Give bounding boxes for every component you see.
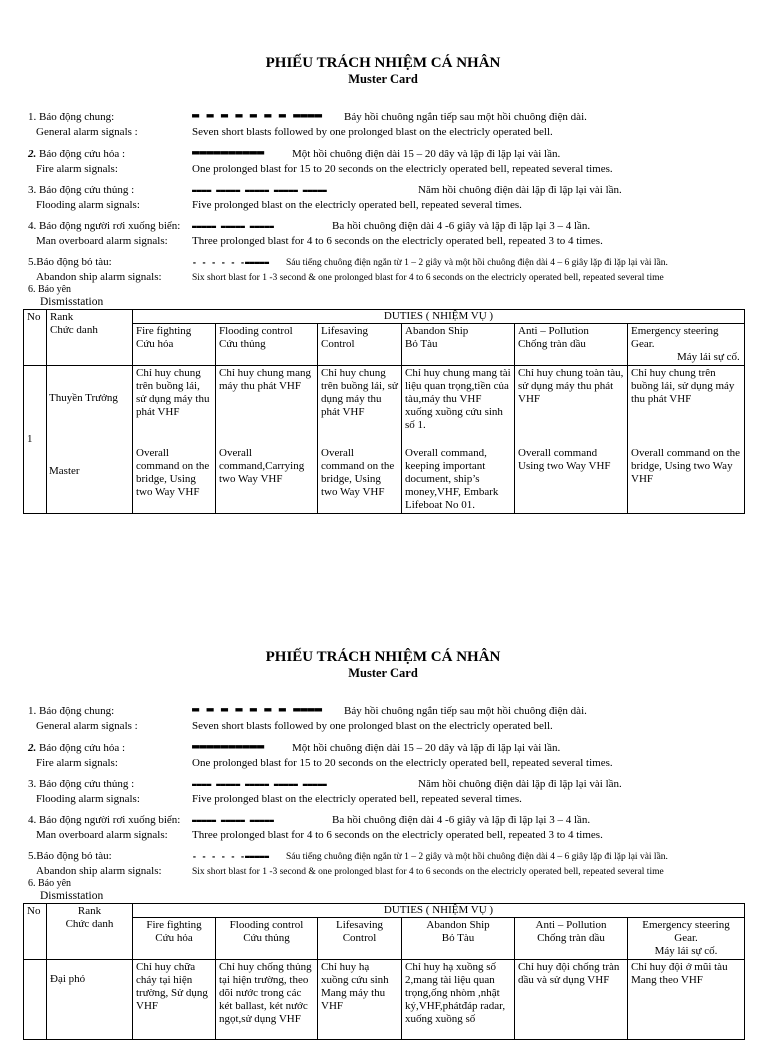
alarm-pattern: ▬▬▬▬▬ ▬▬▬▬▬ ▬▬▬▬▬ — [192, 816, 274, 825]
card-subtitle: Muster Card — [348, 666, 418, 680]
alarm-pattern: ▬▬▬▬▬▬▬▬▬▬ — [192, 739, 265, 753]
duties-table-2: No Rank Chức danh DUTIES ( NHIỆM VỤ ) Fire fighting Cứu hỏa Flooding control Cứu thủng Lifesaving Control Abandon Ship Bỏ Tàu Anti – Pollution Chống tràn dầu Emergency steering Gear. Máy lái sự cố. Đại phó Chỉ huy chữa cháy tại hiện trường, Sử dụng VHF Chỉ huy chống thủng tại hiện trường, theo dõi nước trong các két ballast, két nước ngọt,sử dụng VHF Chỉ huy hạ xuồng cứu sinh Mang máy thu VHF Chỉ huy hạ xuồng số 2,mang tài liệu quan trọng,ống nhòm ,nhật ký,VHF,phátđáp radar, xuống xuồng số Chỉ huy đội chống tràn dầu và sử dụng VHF Chỉ huy đội ở mũi tàu Mang theo VHF — [23, 903, 745, 1040]
table-row: 1 Thuyền Trưởng Master Chỉ huy chung trên buồng lái, sử dụng máy thu phát VHF Overall command on the bridge, Using two Way VHF Chỉ huy chung mang máy thu phát VHF Overall command,Carrying two Way VHF Chỉ huy chung trên buồng lái, sử dụng máy thu phát VHF Overall command on the bridge, Using two Way VHF Chỉ huy chung mang tài liệu quan trọng,tiền của tàu,máy thu VHF xuống xuồng cứu sinh số 1. Overall command, keeping important document, ship’s money,VHF, Embark Lifeboat No 01. Chỉ huy chung toàn tàu, sử dụng máy thu phát VHF Overall command Using two Way VHF Chỉ huy chung trên buồng lái, sử dụng máy thu phát VHF Overall command on the bridge, Using two Way VHF — [24, 366, 745, 514]
duties-table-1: No Rank Chức danh DUTIES ( NHIỆM VỤ ) Fire fighting Cứu hỏa Flooding control Cứu thủng Lifesaving Control Abandon Ship Bỏ Tàu Anti – Pollution Chống tràn dầu Emergency steering Gear. Máy lái sự cố. 1 Thuyền Trưởng Master Chỉ huy chung trên buồng lái, sử dụng máy thu phát VHF Overall command on the bridge, Using two Way VHF Chỉ huy chung mang máy thu phát VHF Overall command,Carrying two Way VHF Chỉ huy chung trên buồng lái, sử dụng máy thu phát VHF Overall command on the bridge, Using two Way VHF Chỉ huy chung mang tài liệu quan trọng,tiền của tàu,máy thu VHF xuống xuồng cứu sinh số 1. Overall command, keeping important document, ship’s money,VHF, Embark Lifeboat No 01. Chỉ huy chung toàn tàu, sử dụng máy thu phát VHF Overall command Using two Way VHF Chỉ huy chung trên buồng lái, sử dụng máy thu phát VHF Overall command on the bridge, Using two Way VHF — [23, 309, 745, 514]
alarm-pattern: ▬▬▬▬▬▬▬▬▬▬ — [192, 145, 265, 159]
alarm-pattern: ▬ ▬ ▬ ▬ ▬ ▬ ▬ ▬▬▬▬ — [192, 702, 323, 716]
muster-card-1 — [22, 54, 744, 87]
duties-header: DUTIES ( NHIỆM VỤ ) — [133, 310, 745, 324]
card-subtitle: Muster Card — [348, 72, 418, 86]
duties-header: DUTIES ( NHIỆM VỤ ) — [133, 904, 745, 918]
alarm-pattern: - - - - - -▬▬▬▬▬ — [192, 852, 270, 861]
dismiss-vi: 6. Báo yên — [28, 878, 72, 889]
muster-card-2 — [22, 648, 744, 681]
alarm-pattern: - - - - - -▬▬▬▬▬ — [192, 258, 270, 267]
table-row: Đại phó Chỉ huy chữa cháy tại hiện trường, Sử dụng VHF Chỉ huy chống thủng tại hiện trường, theo dõi nước trong các két ballast, két nước ngọt,sử dụng VHF Chỉ huy hạ xuồng cứu sinh Mang máy thu VHF Chỉ huy hạ xuồng số 2,mang tài liệu quan trọng,ống nhòm ,nhật ký,VHF,phátđáp radar, xuống xuồng số Chỉ huy đội chống tràn dầu và sử dụng VHF Chỉ huy đội ở mũi tàu Mang theo VHF — [24, 960, 745, 1040]
alarm-pattern: ▬▬▬▬ ▬▬▬▬▬ ▬▬▬▬▬ ▬▬▬▬▬ ▬▬▬▬▬ — [192, 780, 327, 789]
dismiss-en: Dismisstation — [40, 296, 104, 308]
duty-column-headers: Fire fighting Cứu hỏa Flooding control Cứu thủng Lifesaving Control Abandon Ship Bỏ Tàu Anti – Pollution Chống tràn dầu Emergency steering Gear. Máy lái sự cố. — [24, 324, 745, 366]
alarm-pattern: ▬▬▬▬ ▬▬▬▬▬ ▬▬▬▬▬ ▬▬▬▬▬ ▬▬▬▬▬ — [192, 186, 327, 195]
dismiss-vi: 6. Báo yên — [28, 284, 72, 295]
duty-column-headers: Fire fighting Cứu hỏa Flooding control Cứu thủng Lifesaving Control Abandon Ship Bỏ Tàu Anti – Pollution Chống tràn dầu Emergency steering Gear. Máy lái sự cố. — [24, 918, 745, 960]
card-title: PHIẾU TRÁCH NHIỆM CÁ NHÂN — [265, 649, 501, 665]
alarm-pattern: ▬ ▬ ▬ ▬ ▬ ▬ ▬ ▬▬▬▬ — [192, 108, 323, 122]
dismiss-en: Dismisstation — [40, 890, 104, 902]
card-title: PHIẾU TRÁCH NHIỆM CÁ NHÂN — [265, 55, 501, 71]
alarm-pattern: ▬▬▬▬▬ ▬▬▬▬▬ ▬▬▬▬▬ — [192, 222, 274, 231]
